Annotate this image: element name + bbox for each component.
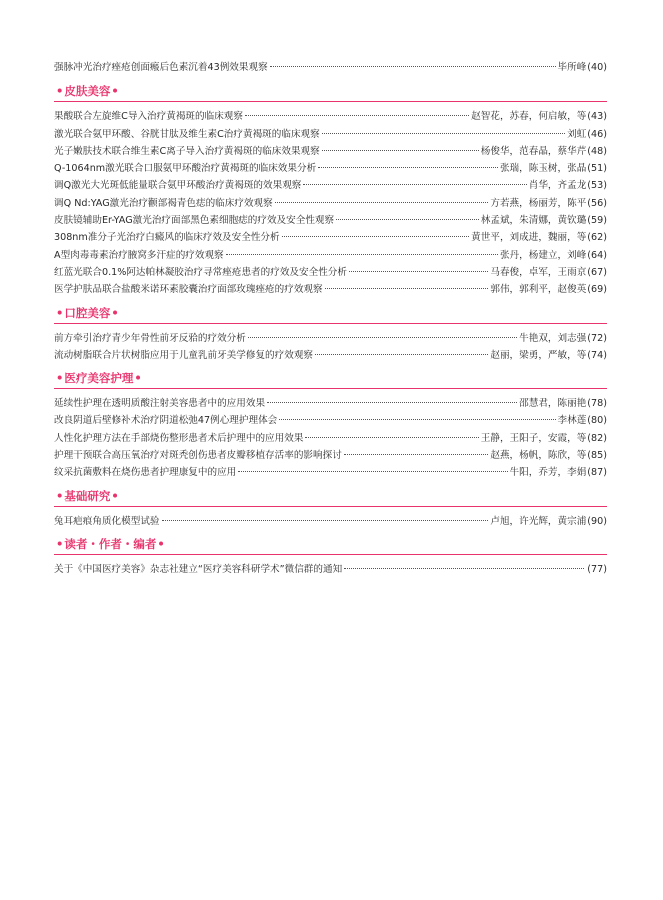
dot-leader <box>303 184 526 185</box>
entry-page-number: (64) <box>587 249 607 261</box>
toc-entry[interactable] <box>54 229 607 246</box>
entry-page-number: (53) <box>587 180 607 192</box>
section-heading <box>55 83 607 99</box>
entry-authors: 黄世平，刘成进，魏丽，等 <box>471 232 587 244</box>
toc-section <box>54 370 607 481</box>
dot-leader <box>344 568 584 569</box>
entry-title: 调Q激光大光斑低能量联合氨甲环酸治疗黄褐斑的效果观察 <box>54 180 302 192</box>
entry-page-number: (78) <box>587 398 607 410</box>
toc-section <box>54 83 607 298</box>
entry-title: Q-1064nm激光联合口服氨甲环酸治疗黄褐斑的临床效果分析 <box>54 163 317 175</box>
entry-title: 医学护肤品联合盐酸米诺环素胶囊治疗面部玫瑰痤疮的疗效观察 <box>54 284 323 296</box>
entry-title: 兔耳疤痕角质化模型试验 <box>54 515 160 527</box>
section-divider <box>54 323 607 324</box>
entry-title: 纹采抗菌敷料在烧伤患者护理康复中的应用 <box>54 467 237 479</box>
entry-title: 人性化护理方法在手部烧伤整形患者术后护理中的应用效果 <box>54 432 304 444</box>
entry-authors: 邵慧君，陈丽艳 <box>519 398 587 410</box>
section-title: 读者・作者・编者 <box>64 536 157 551</box>
toc-entry[interactable] <box>54 143 607 160</box>
section-heading <box>55 488 607 504</box>
entry-title: 308nm准分子光治疗白癜风的临床疗效及安全性分析 <box>54 232 280 244</box>
section-divider <box>54 388 607 389</box>
bullet-dot: • <box>157 536 165 551</box>
bullet-dot: • <box>56 305 64 320</box>
entry-title: 光子嫩肤技术联合维生素C离子导入治疗黄褐斑的临床效果观察 <box>54 145 320 157</box>
entry-authors: 王静，王阳子，安霞，等 <box>480 432 587 444</box>
entry-title: 红蓝光联合0.1%阿达帕林凝胶治疗寻常痤疮患者的疗效及安全性分析 <box>54 266 347 278</box>
entry-page-number: (69) <box>587 284 607 296</box>
dot-leader <box>318 167 498 168</box>
entry-page-number: (87) <box>587 467 607 479</box>
toc-entry[interactable] <box>54 330 607 347</box>
toc-entry[interactable] <box>54 212 607 229</box>
bullet-dot: • <box>56 488 64 503</box>
bullet-dot: • <box>56 536 64 551</box>
dot-leader <box>275 202 489 203</box>
dot-leader <box>336 219 479 220</box>
entry-authors: 张瑞，陈玉树，张晶 <box>499 163 587 175</box>
bullet-dot: • <box>134 371 142 386</box>
dot-leader <box>322 133 565 134</box>
section-title: 医疗美容护理 <box>64 371 134 386</box>
toc-entry[interactable] <box>54 430 607 447</box>
dot-leader <box>349 271 488 272</box>
section-title: 口腔美容 <box>64 305 111 320</box>
dot-leader <box>248 337 517 338</box>
entry-page-number: (85) <box>587 450 607 462</box>
toc-entry[interactable] <box>54 464 607 481</box>
entry-authors: 赵智花，苏春，何启敏，等 <box>471 111 587 123</box>
toc-section <box>54 536 607 578</box>
entry-page-number: (72) <box>587 332 607 344</box>
entry-page-number: (77) <box>587 563 607 575</box>
entry-title: 前方牵引治疗青少年骨性前牙反𬌗的疗效分析 <box>54 332 246 344</box>
entry-title: 强脉冲光治疗痤疮创面瘢后色素沉着43例效果观察 <box>54 62 268 73</box>
entry-page-number: (43) <box>587 111 607 123</box>
toc-entry[interactable] <box>54 447 607 464</box>
dot-leader <box>226 254 498 255</box>
dot-leader <box>267 402 517 403</box>
section-divider <box>54 554 607 555</box>
dot-leader <box>279 419 555 420</box>
toc-entry[interactable] <box>54 513 607 530</box>
dot-leader <box>270 66 556 67</box>
dot-leader <box>322 150 479 151</box>
table-of-contents <box>54 59 607 578</box>
bullet-dot: • <box>111 305 119 320</box>
entry-page-number: (40) <box>587 62 607 73</box>
dot-leader <box>238 471 507 472</box>
entry-authors: 牛阳，乔芳，李娟 <box>509 467 587 479</box>
toc-entry[interactable] <box>54 561 607 578</box>
toc-section <box>54 305 607 365</box>
entry-page-number: (80) <box>587 415 607 427</box>
bullet-dot: • <box>111 488 119 503</box>
entry-authors: 林孟斌，朱清娜，黄钦璐 <box>480 215 587 227</box>
dot-leader <box>162 520 489 521</box>
toc-entry[interactable] <box>54 195 607 212</box>
toc-entry[interactable] <box>54 281 607 298</box>
section-title: 基础研究 <box>64 488 111 503</box>
dot-leader <box>305 437 478 438</box>
bullet-dot: • <box>56 371 64 386</box>
dot-leader <box>245 115 469 116</box>
dot-leader <box>344 454 489 455</box>
dot-leader <box>315 354 488 355</box>
entry-title: 激光联合氨甲环酸、谷胱甘肽及维生素C治疗黄褐斑的临床观察 <box>54 128 320 140</box>
entry-title: 护理干预联合高压氧治疗对斑秃创伤患者皮瓣移植存活率的影响探讨 <box>54 450 342 462</box>
toc-entry[interactable] <box>54 59 607 76</box>
toc-entry[interactable] <box>54 412 607 429</box>
entry-page-number: (74) <box>587 349 607 361</box>
entry-authors: 杨俊华，范春晶，蔡华芹 <box>480 145 587 157</box>
entry-authors: 牛艳双，刘志强 <box>519 332 587 344</box>
entry-title: 改良阴道后壁修补术治疗阴道松弛47例心理护理体会 <box>54 415 278 427</box>
entry-authors: 卢旭，许光辉，黄宗浦 <box>490 515 587 527</box>
entry-page-number: (82) <box>587 432 607 444</box>
entry-page-number: (51) <box>587 163 607 175</box>
section-heading <box>55 305 607 321</box>
entry-title: 关于《中国医疗美容》杂志社建立“医疗美容科研学术”微信群的通知 <box>54 563 343 575</box>
entry-title: 流动树脂联合片状树脂应用于儿童乳前牙美学修复的疗效观察 <box>54 349 314 361</box>
entry-title: 皮肤镜辅助Er-YAG激光治疗面部黑色素细胞痣的疗效及安全性观察 <box>54 215 335 227</box>
entry-page-number: (56) <box>587 197 607 209</box>
entry-page-number: (59) <box>587 215 607 227</box>
entry-page-number: (48) <box>587 145 607 157</box>
entry-title: 延续性护理在透明质酸注射美容患者中的应用效果 <box>54 398 266 410</box>
toc-entry[interactable] <box>54 126 607 143</box>
toc-entry[interactable] <box>54 395 607 412</box>
entry-authors: 郭伟，郭利平，赵俊英 <box>490 284 587 296</box>
entry-authors: 李林莲 <box>557 415 587 427</box>
entry-authors: 马春俊，卓军，王雨京 <box>490 266 587 278</box>
entry-authors: 方若燕，杨丽芳，陈平 <box>490 197 587 209</box>
entry-authors: 毕所峰 <box>557 62 587 73</box>
dot-leader <box>282 236 470 237</box>
entry-page-number: (62) <box>587 232 607 244</box>
dot-leader <box>325 288 489 289</box>
section-title: 皮肤美容 <box>64 84 111 99</box>
entry-title: 调Q Nd:YAG激光治疗颧部褐青色痣的临床疗效观察 <box>54 197 273 209</box>
entry-title: A型肉毒毒素治疗腋窝多汗症的疗效观察 <box>54 249 224 261</box>
entry-authors: 赵丽，梁勇，严敏，等 <box>490 349 587 361</box>
entry-page-number: (90) <box>587 515 607 527</box>
bullet-dot: • <box>111 84 119 99</box>
entry-title: 果酸联合左旋维C导入治疗黄褐斑的临床观察 <box>54 111 243 123</box>
section-divider <box>54 506 607 507</box>
toc-entry[interactable] <box>54 177 607 194</box>
bullet-dot: • <box>56 84 64 99</box>
entry-authors: 张丹，杨建立，刘峰 <box>499 249 587 261</box>
section-heading <box>55 370 607 386</box>
toc-entry[interactable] <box>54 160 607 177</box>
toc-section <box>54 488 607 530</box>
toc-entry[interactable] <box>54 264 607 281</box>
top-entries <box>54 59 607 76</box>
entry-page-number: (67) <box>587 266 607 278</box>
toc-entry[interactable] <box>54 247 607 264</box>
section-divider <box>54 101 607 102</box>
toc-entry[interactable] <box>54 347 607 364</box>
entry-authors: 刘虹 <box>567 128 587 140</box>
toc-entry[interactable] <box>54 108 607 125</box>
entry-page-number: (46) <box>587 128 607 140</box>
entry-authors: 赵燕，杨帆，陈欣，等 <box>490 450 587 462</box>
section-heading <box>55 536 607 552</box>
entry-authors: 肖华，齐孟龙 <box>528 180 587 192</box>
